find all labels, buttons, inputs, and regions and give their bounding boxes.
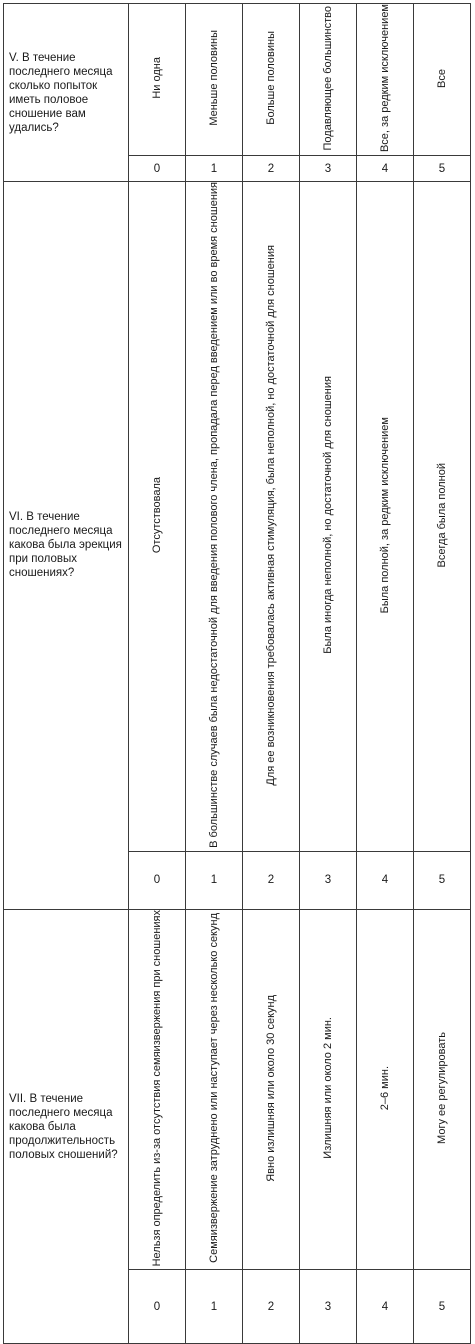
answer-option: Ни одна	[129, 4, 186, 156]
score-cell: 2	[243, 851, 300, 909]
answer-option: Была иногда неполной, но достаточной для сношения	[300, 182, 357, 852]
score-cell: 0	[129, 156, 186, 182]
section-7-answers-row	[4, 909, 471, 1269]
score-cell: 5	[414, 156, 471, 182]
answer-option: Отсутствовала	[129, 182, 186, 852]
score-cell: 1	[186, 851, 243, 909]
answer-option: Подавляющее большинство	[300, 4, 357, 156]
answer-option: Семяизвержение затруднено или наступает через несколько секунд	[186, 909, 243, 1269]
score-cell: 0	[129, 1270, 186, 1344]
answer-option: Могу ее регулировать	[414, 909, 471, 1269]
answer-option: Меньше половины	[186, 4, 243, 156]
question-6: VI. В течение последнего месяца какова была эрекция при половых сношениях?	[4, 182, 129, 910]
score-cell: 1	[186, 1270, 243, 1344]
score-cell: 0	[129, 851, 186, 909]
answer-option: Для ее возникновения требовалась активная стимуляция, была неполной, но достаточной для сношения	[243, 182, 300, 852]
answer-option: В большинстве случаев была недостаточной для введения полового члена, пропадала перед введением или во время сношения	[186, 182, 243, 852]
answer-option: 2–6 мин.	[357, 909, 414, 1269]
question-5: V. В течение последнего месяца сколько попыток иметь половое сношение вам удались?	[4, 4, 129, 182]
score-cell: 5	[414, 1270, 471, 1344]
score-cell: 1	[186, 156, 243, 182]
score-cell: 3	[300, 1270, 357, 1344]
section-6-answers-row	[4, 182, 471, 852]
answer-option: Нельзя определить из-за отсутствия семяизвержения при сношениях	[129, 909, 186, 1269]
answer-option: Всегда была полной	[414, 182, 471, 852]
question-7: VII. В течение последнего месяца какова была продолжительность половых сношений?	[4, 909, 129, 1343]
answer-option: Все, за редким исключением	[357, 4, 414, 156]
answer-option: Все	[414, 4, 471, 156]
answer-option: Была полной, за редким исключением	[357, 182, 414, 852]
answer-option: Больше половины	[243, 4, 300, 156]
section-5-answers-row	[4, 4, 471, 156]
questionnaire-table	[3, 3, 471, 1344]
score-cell: 3	[300, 851, 357, 909]
score-cell: 2	[243, 1270, 300, 1344]
score-cell: 2	[243, 156, 300, 182]
score-cell: 3	[300, 156, 357, 182]
score-cell: 4	[357, 156, 414, 182]
answer-option: Излишняя или около 2 мин.	[300, 909, 357, 1269]
answer-option: Явно излишняя или около 30 секунд	[243, 909, 300, 1269]
score-cell: 4	[357, 1270, 414, 1344]
score-cell: 5	[414, 851, 471, 909]
score-cell: 4	[357, 851, 414, 909]
